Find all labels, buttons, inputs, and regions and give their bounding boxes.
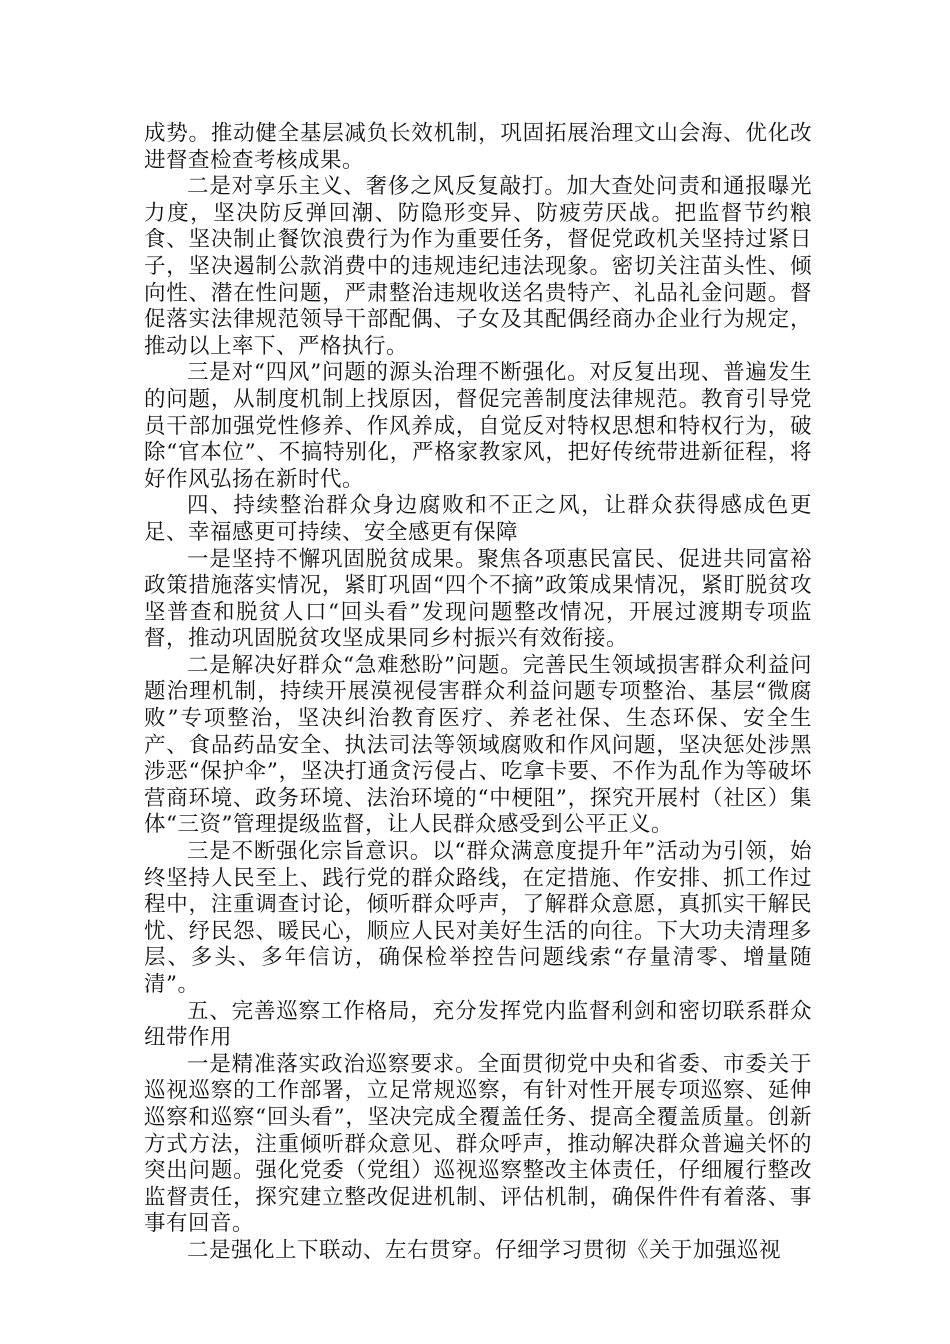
paragraph-inspection: 一是精准落实政治巡察要求。全面贯彻党中央和省委、市委关于巡视巡察的工作部署，立足常规巡察，有针对性开展专项巡察、延伸巡察和巡察“回头看”，坚决完成全覆盖任务、提高全覆盖质量。创新方式方法，注重倾听群众意见、群众呼声，推动解决群众普遍关怀的突出问题。强化党委（党组）巡视巡察整改主体责任，仔细履行整改监督责任，探究建立整改促进机制、评估机制，确保件件有着落、事事有回音。	[144, 1051, 812, 1237]
section-heading-five: 五、完善巡察工作格局，充分发挥党内监督利剑和密切联系群众纽带作用	[144, 998, 812, 1051]
document-page	[144, 121, 812, 1265]
paragraph-hedonism: 二是对享乐主义、奢侈之风反复敲打。加大查处问责和通报曝光力度，坚决防反弹回潮、防隐形变异、防疲劳厌战。把监督节约粮食、坚决制止餐饮浪费行为作为重要任务，督促党政机关坚持过紧日子，坚决遏制公款消费中的违规违纪违法现象。密切关注苗头性、倾向性、潜在性问题，严肃整治违规收送名贵特产、礼品礼金问题。督促落实法律规范领导干部配偶、子女及其配偶经商办企业行为规定，推动以上率下、严格执行。	[144, 174, 812, 359]
paragraph-poverty: 一是坚持不懈巩固脱贫成果。聚焦各项惠民富民、促进共同富裕政策措施落实情况，紧盯巩固“四个不摘”政策成果情况，紧盯脱贫攻坚普查和脱贫人口“回头看”发现问题整改情况，开展过渡期专项监督，推动巩固脱贫攻坚成果同乡村振兴有效衔接。	[144, 546, 812, 652]
paragraph-purpose: 三是不断强化宗旨意识。以“群众满意度提升年”活动为引领，始终坚持人民至上、践行党的群众路线，在定措施、作安排、抓工作过程中，注重调查讨论，倾听群众呼声，了解群众意愿，真抓实干解民忧、纾民怨、暖民心，顺应人民对美好生活的向往。下大功夫清理多层、多头、多年信访，确保检举控告问题线索“存量清零、增量随清”。	[144, 839, 812, 997]
section-heading-four: 四、持续整治群众身边腐败和不正之风，让群众获得感成色更足、幸福感更可持续、安全感更有保障	[144, 493, 812, 545]
paragraph-continuation: 成势。推动健全基层减负长效机制，巩固拓展治理文山会海、优化改进督查检查考核成果。	[144, 121, 812, 173]
paragraph-linkage: 二是强化上下联动、左右贯穿。仔细学习贯彻《关于加强巡视	[187, 1237, 782, 1263]
paragraph-urgent-issues: 二是解决好群众“急难愁盼”问题。完善民生领域损害群众利益问题治理机制，持续开展漠视侵害群众利益问题专项整治、基层“微腐败”专项整治，坚决纠治教育医疗、养老社保、生态环保、安全生产、食品药品安全、执法司法等领域腐败和作风问题，坚决惩处涉黑涉恶“保护伞”，坚决打通贪污侵占、吃拿卡要、不作为乱作为等破坏营商环境、政务环境、法治环境的“中梗阻”，探究开展村（社区）集体“三资”管理提级监督，让人民群众感受到公平正义。	[144, 652, 812, 838]
paragraph-four-winds: 三是对“四风”问题的源头治理不断强化。对反复出现、普遍发生的问题，从制度机制上找原因，督促完善制度法律规范。教育引导党员干部加强党性修养、作风养成，自觉反对特权思想和特权行为，破除“官本位”、不搞特别化，严格家教家风，把好传统带进新征程，将好作风弘扬在新时代。	[144, 360, 812, 492]
